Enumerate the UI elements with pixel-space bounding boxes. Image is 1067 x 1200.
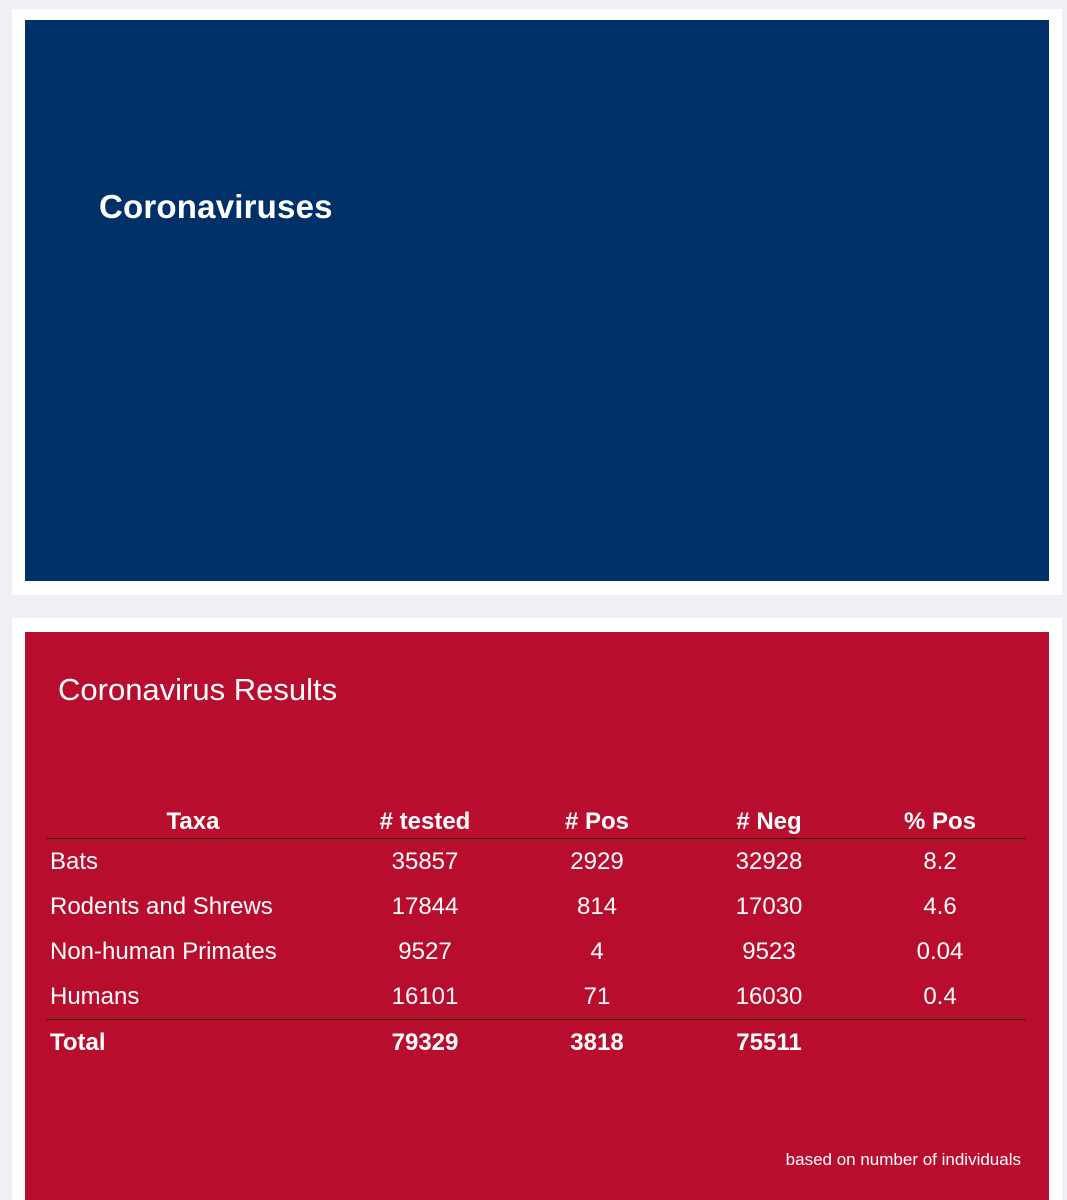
table-header-row — [47, 794, 1025, 839]
header-tested: # tested — [379, 808, 471, 835]
table-row — [47, 974, 1025, 1020]
cell-pct-pos: 8.2 — [923, 847, 957, 875]
cell-pos: 814 — [576, 892, 618, 920]
cell-neg: 17030 — [735, 892, 803, 920]
title-slide — [25, 20, 1049, 581]
footnote: based on number of individuals — [785, 1150, 1021, 1169]
cell-total-tested: 79329 — [391, 1028, 459, 1056]
cell-tested: 9527 — [398, 937, 452, 965]
table-row — [47, 929, 1025, 974]
slide-title: Coronaviruses — [99, 188, 333, 225]
cell-taxa: Humans — [50, 982, 140, 1010]
cell-pct-pos: 4.6 — [923, 892, 957, 920]
cell-pos: 71 — [583, 982, 611, 1010]
header-neg: # Neg — [736, 808, 802, 835]
results-title: Coronavirus Results — [58, 672, 338, 707]
cell-total-pos: 3818 — [570, 1028, 624, 1056]
results-table — [47, 794, 1025, 1065]
cell-pct-pos: 0.4 — [923, 982, 957, 1010]
cell-tested: 17844 — [391, 892, 459, 920]
cell-pos: 2929 — [570, 847, 624, 875]
table-row — [47, 884, 1025, 929]
header-pct-pos: % Pos — [903, 808, 977, 835]
results-slide — [25, 632, 1049, 1200]
slide-card-coronaviruses — [12, 9, 1062, 595]
cell-taxa: Rodents and Shrews — [50, 892, 273, 920]
cell-taxa: Non-human Primates — [50, 937, 277, 965]
cell-neg: 16030 — [735, 982, 803, 1010]
cell-neg: 32928 — [735, 847, 803, 875]
cell-pct-pos: 0.04 — [916, 937, 964, 965]
table-total-row — [47, 1020, 1025, 1066]
cell-pos: 4 — [590, 937, 604, 965]
cell-taxa: Bats — [50, 847, 99, 875]
cell-total-label: Total — [50, 1028, 106, 1056]
cell-total-pct-pos — [855, 1020, 1025, 1066]
cell-tested: 35857 — [391, 847, 459, 875]
table-row — [47, 839, 1025, 885]
cell-total-neg: 75511 — [736, 1028, 802, 1056]
cell-neg: 9523 — [742, 937, 796, 965]
slide-card-results — [12, 618, 1062, 1200]
cell-tested: 16101 — [391, 982, 459, 1010]
header-taxa: Taxa — [166, 808, 220, 835]
header-pos: # Pos — [564, 808, 630, 835]
